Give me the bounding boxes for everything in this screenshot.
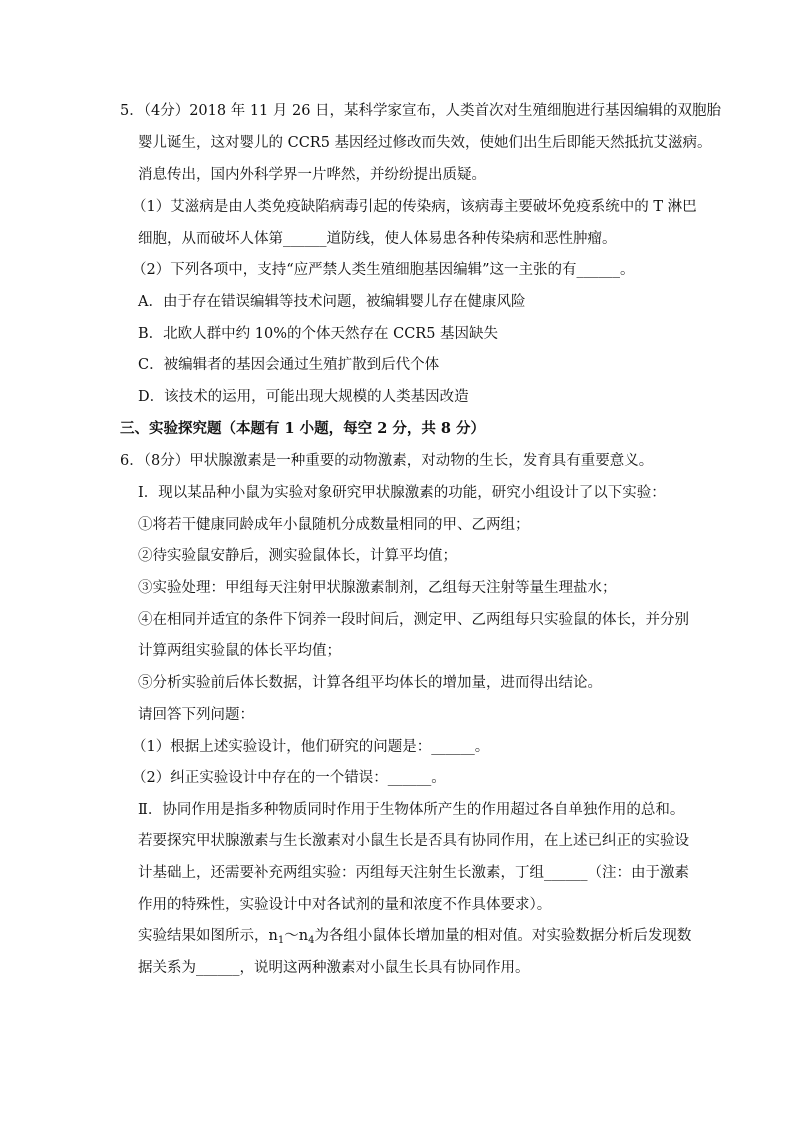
q6-sub1: （1）根据上述实验设计，他们研究的问题是：______。 bbox=[132, 739, 490, 755]
q5-option-d: D．该技术的运用，可能出现大规模的人类基因改造 bbox=[138, 389, 469, 405]
q6-step-3: ③实验处理：甲组每天注射甲状腺激素制剂，乙组每天注射等量生理盐水； bbox=[138, 580, 617, 596]
q6-part2-line-1: Ⅱ．协同作用是指多种物质同时作用于生物体所产生的作用超过各自单独作用的总和。 bbox=[138, 802, 685, 818]
q6-result-line-1 bbox=[138, 926, 691, 951]
q5-sub2: （2）下列各项中，支持“应严禁人类生殖细胞基因编辑”这一主张的有______。 bbox=[132, 262, 635, 278]
q6-prompt: 请回答下列问题： bbox=[138, 707, 254, 723]
q6-step-2: ②待实验鼠安静后，测实验鼠体长，计算平均值； bbox=[138, 548, 457, 564]
q6-part1-intro: Ⅰ．现以某品种小鼠为实验对象研究甲状腺激素的功能，研究小组设计了以下实验： bbox=[138, 485, 666, 501]
q6-result-sub-1: 1 bbox=[277, 935, 285, 946]
q6-step-5: ⑤分析实验前后体长数据，计算各组平均体长的增加量，进而得出结论。 bbox=[138, 675, 602, 691]
q6-part2-line-4: 作用的特殊性，实验设计中对各试剂的量和浓度不作具体要求）。 bbox=[138, 897, 552, 913]
q5-stem-line-3: 消息传出，国内外科学界一片哗然，并纷纷提出质疑。 bbox=[138, 167, 486, 183]
q6-sub2: （2）纠正实验设计中存在的一个错误：______。 bbox=[132, 770, 446, 786]
q6-result-line-2: 据关系为______，说明这两种激素对小鼠生长具有协同作用。 bbox=[138, 960, 530, 976]
q5-option-c: C．被编辑者的基因会通过生殖扩散到后代个体 bbox=[138, 357, 440, 373]
q6-result-sub-4: 4 bbox=[308, 935, 315, 946]
q5-sub1-line-2: 细胞，从而破坏人体第______道防线，使人体易患各种传染病和恶性肿瘤。 bbox=[138, 231, 617, 247]
q6-result-mid: ～n bbox=[284, 928, 309, 944]
q5-stem-line-2: 婴儿诞生，这对婴儿的 CCR5 基因经过修改而失效，使她们出生后即能天然抵抗艾滋病。 bbox=[138, 135, 712, 151]
q6-result-pre: 实验结果如图所示，n bbox=[138, 928, 278, 944]
q5-sub1-line-1: （1）艾滋病是由人类免疫缺陷病毒引起的传染病，该病毒主要破坏免疫系统中的 T 淋巴 bbox=[132, 199, 697, 215]
q5-option-b: B．北欧人群中约 10%的个体天然存在 CCR5 基因缺失 bbox=[138, 326, 499, 342]
q5-option-a: A．由于存在错误编辑等技术问题，被编辑婴儿存在健康风险 bbox=[138, 294, 526, 310]
q6-result-post: 为各组小鼠体长增加量的相对值。对实验数据分析后发现数 bbox=[314, 928, 692, 944]
q6-part2-line-3: 计基础上，还需要补充两组实验：丙组每天注射生长激素，丁组______（注：由于激素 bbox=[138, 865, 689, 881]
q5-stem-line-1: 5．（4分）2018 年 11 月 26 日，某科学家宣布，人类首次对生殖细胞进行基因编辑的双胞胎 bbox=[120, 103, 722, 119]
section-3-heading: 三、实验探究题（本题有 1 小题，每空 2 分，共 8 分） bbox=[120, 420, 486, 437]
q6-step-1: ①将若干健康同龄成年小鼠随机分成数量相同的甲、乙两组； bbox=[138, 517, 530, 533]
q6-step-4-line-1: ④在相同并适宜的条件下饲养一段时间后，测定甲、乙两组每只实验鼠的体长，并分别 bbox=[138, 612, 689, 628]
q6-step-4-line-2: 计算两组实验鼠的体长平均值； bbox=[138, 643, 341, 659]
q6-part2-line-2: 若要探究甲状腺激素与生长激素对小鼠生长是否具有协同作用，在上述已纠正的实验设 bbox=[138, 833, 689, 849]
q6-stem: 6．（8分）甲状腺激素是一种重要的动物激素，对动物的生长，发育具有重要意义。 bbox=[120, 453, 654, 469]
